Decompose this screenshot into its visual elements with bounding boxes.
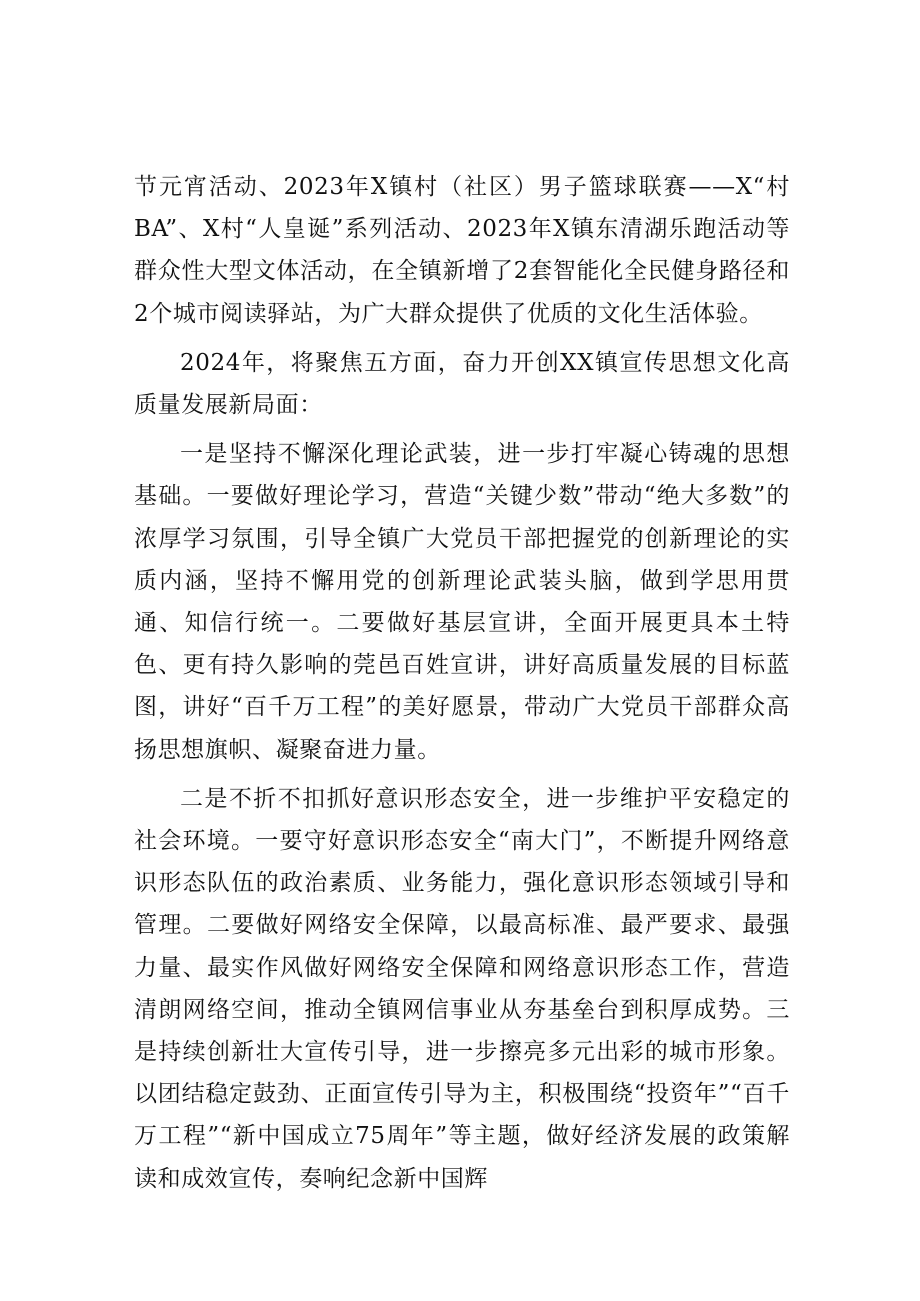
paragraph-theory-study: 一是坚持不懈深化理论武装，进一步打牢凝心铸魂的思想基础。一要做好理论学习，营造“关键少数”带动“绝大多数”的浓厚学习氛围，引导全镇广大党员干部把握党的创新理论的实质内涵，坚持不懈用党的创新理论武装头脑，做到学思用贯通、知信行统一。二要做好基层宣讲，全面开展更具本土特色、更有持久影响的莞邑百姓宣讲，讲好高质量发展的目标蓝图，讲好“百千万工程”的美好愿景，带动广大党员干部群众高扬思想旗帜、凝聚奋进力量。 xyxy=(134,441,790,763)
paragraph-ideology-security: 二是不折不扣抓好意识形态安全，进一步维护平安稳定的社会环境。一要守好意识形态安全“南大门”，不断提升网络意识形态队伍的政治素质、业务能力，强化意识形态领域引导和管理。二要做好网络安全保障，以最高标准、最严要求、最强力量、最实作风做好网络安全保障和网络意识形态工作，营造清朗网络空间，推动全镇网信事业从夯基垒台到积厚成势。三是持续创新壮大宣传引导，进一步擦亮多元出彩的城市形象。以团结稳定鼓劲、正面宣传引导为主，积极围绕“投资年”“百千万工程”“新中国成立75周年”等主题，做好经济发展的政策解读和成效宣传，奏响纪念新中国辉 xyxy=(134,785,790,1192)
paragraph-continuation: 节元宵活动、2023年X镇村（社区）男子篮球联赛——X“村BA”、X村“人皇诞”系列活动、2023年X镇东清湖乐跑活动等群众性大型文体活动，在全镇新增了2套智能化全民健身路径和2个城市阅读驿站，为广大群众提供了优质的文化生活体验。 xyxy=(134,174,790,327)
paragraph-intro-2024: 2024年，将聚焦五方面，奋力开创XX镇宣传思想文化高质量发展新局面： xyxy=(134,349,790,419)
document-body xyxy=(134,166,790,1207)
